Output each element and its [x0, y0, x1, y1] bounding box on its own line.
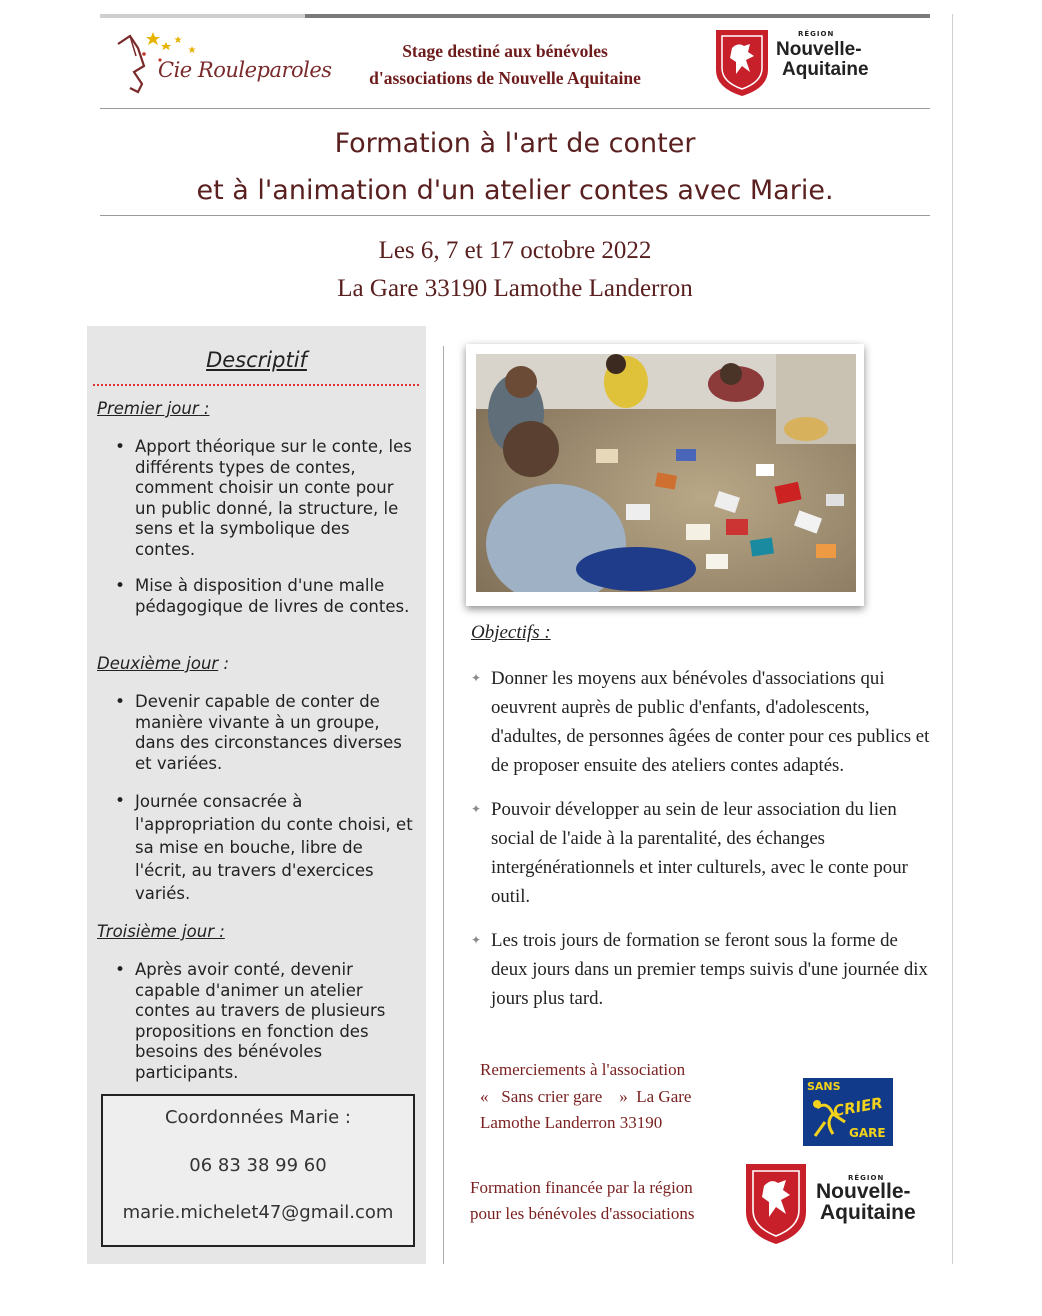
workshop-photo-image — [476, 354, 856, 592]
title-line-2: et à l'animation d'un atelier contes avec Marie. — [196, 175, 834, 206]
top-rule-light — [100, 14, 305, 18]
intro-line-2: d'associations de Nouvelle Aquitaine — [369, 68, 641, 88]
divider — [100, 108, 930, 109]
region-name-line-2: Aquitaine — [820, 1201, 916, 1224]
sanscrier-word-3: GARE — [849, 1126, 886, 1140]
day-3-list — [97, 960, 413, 1083]
column-divider — [443, 346, 444, 1264]
list-item: • Apport théorique sur le conte, les différents types de contes, comment choisir un conte pour un public donné, la structure, le sens et la symbolique des contes. — [97, 437, 413, 560]
workshop-photo — [476, 354, 856, 592]
funding-line-1: Formation financée par la région — [470, 1178, 693, 1197]
contact-phone[interactable]: 06 83 38 99 60 — [189, 1155, 327, 1176]
rouleparoles-logo-text: Cie Rouleparoles — [158, 58, 332, 82]
funding-note — [470, 1175, 740, 1227]
intro-line-1: Stage destiné aux bénévoles — [402, 41, 608, 61]
page-title — [100, 120, 930, 214]
sanscrier-word-1: SANS — [807, 1080, 841, 1093]
region-name-line-1: Nouvelle- — [816, 1180, 911, 1203]
sanscrier-word-2: CRIER — [831, 1093, 885, 1121]
region-name-line-1: Nouvelle- — [776, 39, 862, 60]
dates-line: Les 6, 7 et 17 octobre 2022 — [378, 237, 652, 264]
thanks-text — [480, 1057, 800, 1137]
thanks-line-3: Lamothe Landerron 33190 — [480, 1113, 663, 1132]
thanks-line-1: Remerciements à l'association — [480, 1060, 686, 1079]
thanks-line-2: « Sans crier gare » La Gare — [480, 1086, 692, 1106]
intro-text — [310, 38, 700, 92]
objective-item: ✦ Donner les moyens aux bénévoles d'associations qui oeuvrent auprès de public d'enfants, d'adolescents, d'adultes, de personnes âgées de conter pour ces publics et de proposer ensuite des ateliers contes adaptés. — [471, 664, 933, 780]
sans-crier-gare-logo — [803, 1078, 893, 1146]
list-item: • Mise à disposition d'une malle pédagogique de livres de contes. — [97, 576, 413, 617]
event-dates — [100, 232, 930, 308]
contact-box — [101, 1094, 415, 1247]
list-item: • Devenir capable de conter de manière vivante à un groupe, dans des circonstances diverses et variées. — [97, 692, 413, 774]
contact-heading: Coordonnées Marie : — [164, 1107, 351, 1128]
dotted-divider — [93, 384, 419, 386]
region-small-label: RÉGION — [848, 1174, 885, 1182]
list-item: • Journée consacrée à l'appropriation du conte choisi, et sa mise en bouche, libre de l'écrit, au travers d'exercices variés. — [97, 790, 413, 905]
objectifs-heading: Objectifs : — [471, 622, 551, 643]
objectifs-list — [471, 664, 933, 1028]
objective-item: ✦ Les trois jours de formation se feront sous la forme de deux jours dans un premier temps suivis d'une journée dix jours plus tard. — [471, 926, 933, 1013]
day-2-label: Deuxième jour : — [97, 654, 230, 673]
right-edge-line — [952, 14, 953, 1264]
list-item: • Après avoir conté, devenir capable d'animer un atelier contes au travers de plusieurs propositions en fonction des besoins des bénévoles participants. — [97, 960, 413, 1083]
running-figure-icon — [803, 1078, 893, 1146]
funding-line-2: pour les bénévoles d'associations — [470, 1204, 695, 1223]
day-1-label: Premier jour : — [97, 399, 210, 418]
day-1-list — [97, 437, 413, 617]
contact-email[interactable]: marie.michelet47@gmail.com — [122, 1202, 394, 1223]
divider — [100, 215, 930, 216]
day-2-list — [97, 692, 413, 905]
region-name-line-2: Aquitaine — [782, 59, 869, 80]
title-line-1: Formation à l'art de conter — [334, 128, 696, 159]
region-shield-icon — [740, 1160, 812, 1246]
venue-line: La Gare 33190 Lamothe Landerron — [337, 275, 693, 302]
day-3-label: Troisième jour : — [97, 922, 225, 941]
region-small-label: RÉGION — [798, 30, 835, 38]
objective-item: ✦ Pouvoir développer au sein de leur association du lien social de l'aide à la parentalité, des échanges intergénérationnels et inter culturels, avec le conte pour outil. — [471, 795, 933, 911]
region-shield-icon — [710, 26, 774, 98]
descriptif-heading: Descriptif — [206, 348, 307, 372]
